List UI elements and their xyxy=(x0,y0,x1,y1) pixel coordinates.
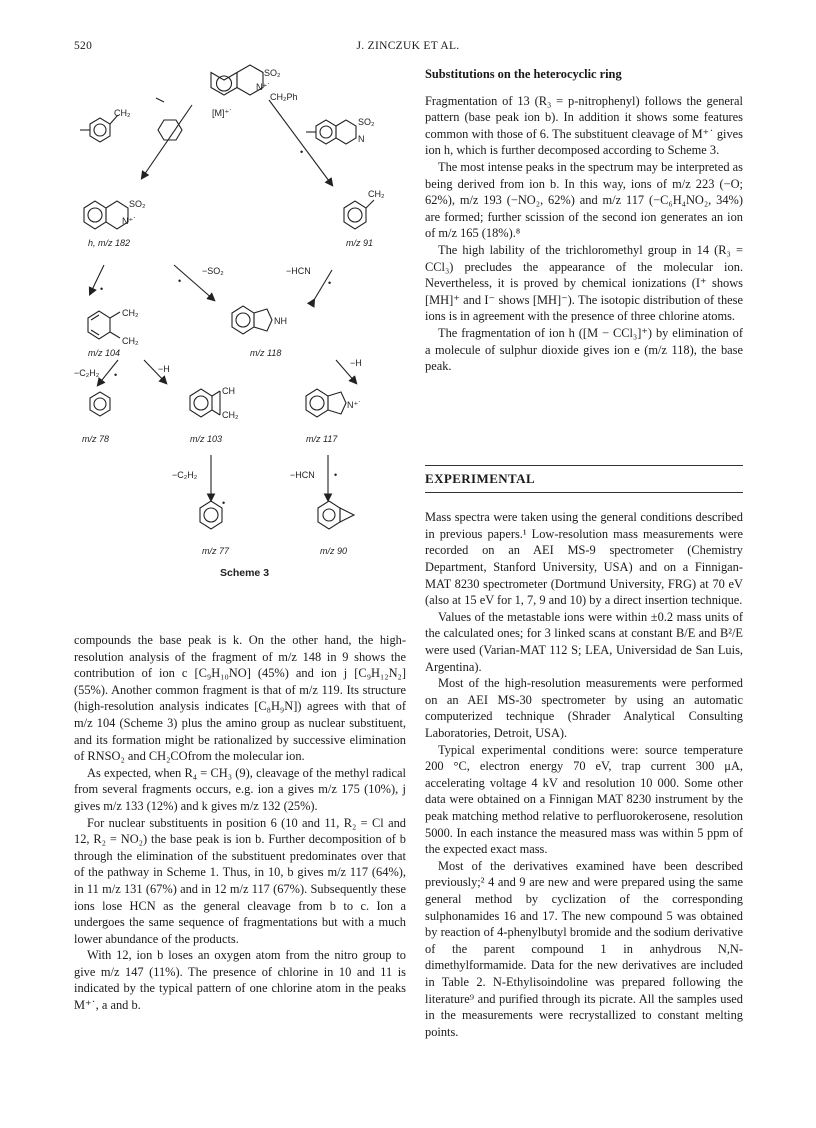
label-ion-117: m/z 117 xyxy=(306,434,338,444)
label-dot-right: • xyxy=(300,147,304,157)
left-paragraph: As expected, when R₄ = CH₃ (9), cleavage of the methyl radical from several fragments occurs, e.g. ion a gives m/z 175 (10%), j gives m/z 133 (12%) and k gives m/z 132 (25%). xyxy=(74,765,406,813)
label-loss-hcn-1: −HCN xyxy=(286,266,311,276)
scheme-3-diagram xyxy=(74,60,414,600)
label-loss-h-2: −H xyxy=(350,358,362,368)
label-m-ion: [M]⁺˙ xyxy=(212,108,233,118)
experimental-paragraph: Most of the derivatives examined have been described previously;² 4 and 9 are new and were prepared using the same general method by cyclization of the corresponding sulphonamides 16 and 17. The new compound 5 was obtained by reaction of 4-phenylbutyl bromide and the sodium derivative of the parent compound 1 in anhydrous N,N-dimethylformamide. Data for the new derivatives are included in Table 2. N-Ethylisoindoline was prepared following the literature⁹ and purified through its picrate. All the samples used in the measurements were recrystallized to constant melting points. xyxy=(425,858,743,1039)
label-n-top: N⁺˙ xyxy=(256,82,271,92)
ion-103-ring xyxy=(190,389,212,417)
label-ion-91: m/z 91 xyxy=(346,238,374,248)
label-loss-h-1: −H xyxy=(158,364,170,374)
label-dot-hcn-2: • xyxy=(334,470,338,480)
right-paragraph: Fragmentation of 13 (R₃ = p-nitrophenyl) follows the general pattern (base peak ion b). In addition it shows some features common with those of 6. The substituent cleavage of M⁺˙ gives ion h, which is further decomposed according to Scheme 3. xyxy=(425,93,743,158)
label-loss-so2: −SO₂ xyxy=(202,266,224,276)
label-dot-77: • xyxy=(222,498,226,508)
experimental-paragraph: Most of the high-resolution measurements were performed on an AEI MS-30 spectrometer by using an automatic computerized technique (Shrader Analytical Consulting Laboratories, Detroit, USA). xyxy=(425,676,743,740)
label-ch2-104b: CH₂ xyxy=(122,336,139,346)
experimental-paragraph: Typical experimental conditions were: source temperature 200 °C, electron energy 70 eV, trap current 300 μA, accelerating voltage 4 kV and resolution 10 000. Some other data were obtained on a Finnigan MAT 8230 instrument by the peak matching method relative to perfluorokerosene, resolution 5000. In each instance the measured mass was within 5 ppm of the expected exact mass. xyxy=(425,742,743,857)
label-loss-hcn-2: −HCN xyxy=(290,470,315,480)
ion-90-ring xyxy=(318,501,340,529)
label-ch2-benzyl: CH₂ xyxy=(114,108,131,118)
label-ion-118: m/z 118 xyxy=(250,348,282,358)
ion-77-ring xyxy=(200,501,222,529)
label-ch-103: CH xyxy=(222,386,235,396)
label-ch2ph: CH₂Ph xyxy=(270,92,298,102)
label-loss-c2h2-1: −C₂H₂ xyxy=(74,368,100,378)
label-nh-118: NH xyxy=(274,316,287,326)
right-column xyxy=(425,66,743,1040)
left-column xyxy=(74,632,406,1014)
experimental-paragraph: Values of the metastable ions were within ±0.2 mass units of the calculated ones; for 3 linked scans at constant B/E and B²/E were used (Varian-MAT 112 S; LEA, Universidad de San Luis, Argentina). xyxy=(425,609,743,674)
label-n-h: N⁺˙ xyxy=(122,216,137,226)
label-ch2-103: CH₂ xyxy=(222,410,239,420)
label-ion-104: m/z 104 xyxy=(88,348,121,358)
right-paragraph: The fragmentation of ion h ([M − CCl₃]⁺) by elimination of a molecule of sulphur dioxide gives ion e (m/z 118), the base peak. xyxy=(425,325,743,374)
right-paragraph: The high lability of the trichloromethyl group in 14 (R₃ = CCl₃) precludes the appearance of the molecular ion. Nevertheless, it is proved by chemical ionizations (I⁺ shows [MH]⁺ and I⁻ shows [MH]⁻). The isotopic distribution of these ions is in agreement with the presence of three chlorine atoms. xyxy=(425,242,743,324)
ion-78-ring xyxy=(90,392,110,416)
running-head: J. ZINCZUK ET AL. xyxy=(356,40,460,52)
page-number: 520 xyxy=(74,40,93,52)
right-paragraph: The most intense peaks in the spectrum may be interpreted as being derived from ion b. In this way, ions of m/z 223 (−O; 62%), m/z 193 (−NO₂, 62%) and m/z 117 (−C₆H₄NO₂, 34%) are formed; further scission of the second ion generates an ion of m/z 165 (18%).⁸ xyxy=(425,159,743,241)
left-paragraph: For nuclear substituents in position 6 (10 and 11, R₂ = Cl and 12, R₂ = NO₂) the base peak is ion b. Further decomposition of b through the elimination of the substituent predominates over that of the pathway in Scheme 1. Thus, in 10, b gives m/z 117 (64%), in 11 m/z 131 (67%) and in 12 m/z 117 (67%). Subsequently these ions lose HCN as the general cleavage from b to c. Ion a undergoes the same sequence of fragmentations but with a much lower abundance of the products. xyxy=(74,815,406,946)
tropylium-ring xyxy=(344,201,366,229)
label-ion-77: m/z 77 xyxy=(202,546,230,556)
label-ion-78: m/z 78 xyxy=(82,434,110,444)
benzyl-ring xyxy=(90,118,110,142)
experimental-paragraph: Mass spectra were taken using the general conditions described in previous papers.¹ Low-resolution mass measurements were recorded on an AEI MS-9 spectrometer (Chemistry Department, Stanford University, USA) and on a Finnigan-MAT 8230 spectrometer (Dortmund University, FRG) at 70 eV (also at 15 eV for 1, 7, 9 and 10) by a direct insertion technique. xyxy=(425,510,743,608)
label-loss-c2h2-2: −C₂H₂ xyxy=(172,470,198,480)
label-n-117: N⁺˙ xyxy=(347,400,362,410)
label-dot-104: • xyxy=(100,284,104,294)
label-dot-hcn: • xyxy=(328,278,332,288)
h-benzene-ring xyxy=(84,201,106,229)
section-title-experimental: EXPERIMENTAL xyxy=(425,465,743,494)
left-paragraph: compounds the base peak is k. On the other hand, the high-resolution analysis of the fragment of m/z 148 in 9 shows the contribution of ion c [C₉H₁₀NO] (45%) and ion j [C₉H₁₂N₂] (55%). Another common fragment is that of m/z 119. Its structure (high-resolution analysis indicates [C₈H₉N]) agrees with that of m/z 104 (Scheme 3) plus the amino group as nuclear substituent, and its formation might be rationalized by successive elimination of RNSO₂ and CH₂COfrom the molecular ion. xyxy=(74,633,406,764)
label-ion-90: m/z 90 xyxy=(320,546,348,556)
left-paragraph: With 12, ion b loses an oxygen atom from the nitro group to give m/z 147 (11%). The presence of chlorine in 10 and 11 is indicated by the typical pattern of one chlorine atom in the peaks M⁺˙, a and b. xyxy=(74,948,406,1013)
subsection-heading: Substitutions on the heterocyclic ring xyxy=(425,67,622,81)
label-so2-h: SO₂ xyxy=(129,199,146,209)
label-ion-h: h, m/z 182 xyxy=(88,238,131,248)
label-dot-c2h2: • xyxy=(114,370,118,380)
label-n-right: N xyxy=(358,134,365,144)
label-so2-top: SO₂ xyxy=(264,68,281,78)
label-ion-103: m/z 103 xyxy=(190,434,223,444)
label-so2-right: SO₂ xyxy=(358,117,375,127)
ion-117-ring xyxy=(306,389,328,417)
ion-118-ring xyxy=(232,306,254,334)
scheme-caption: Scheme 3 xyxy=(220,567,270,579)
label-dot-so2: • xyxy=(178,276,182,286)
label-ch2-91: CH₂ xyxy=(368,189,385,199)
label-ch2-104a: CH₂ xyxy=(122,308,139,318)
